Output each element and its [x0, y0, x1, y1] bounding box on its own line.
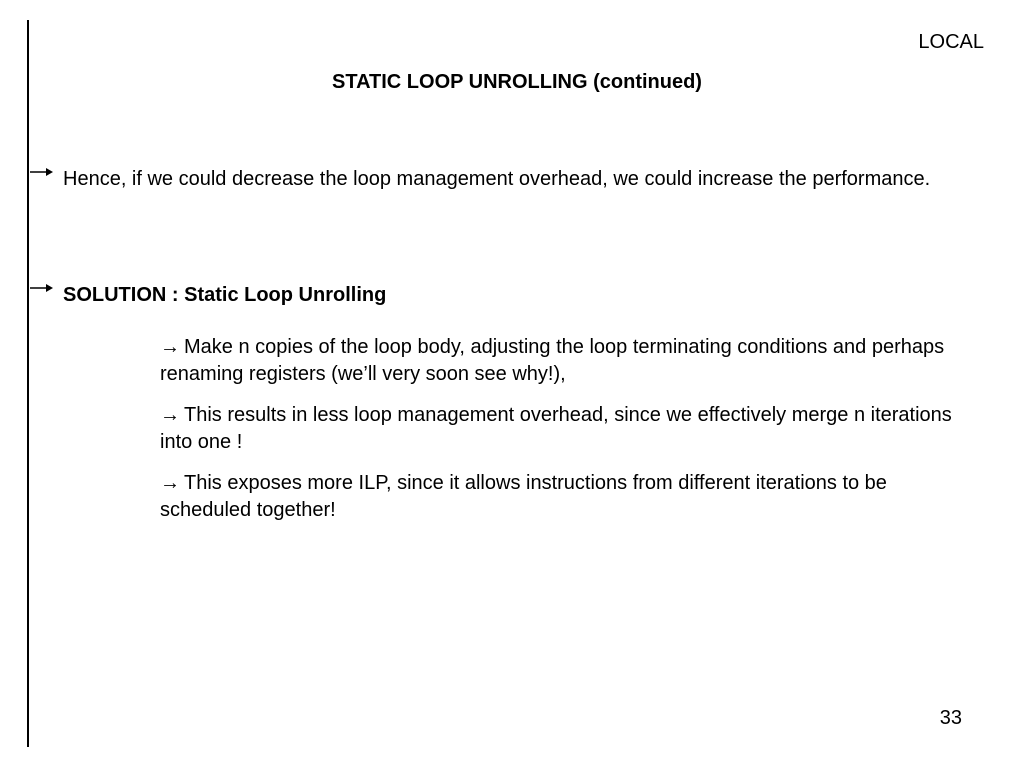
sub-point-3 — [160, 470, 960, 524]
arrow-right-icon: → — [160, 472, 180, 494]
sub-point-1 — [160, 334, 960, 388]
page-number: 33 — [939, 707, 962, 729]
left-vertical-rule — [27, 20, 29, 747]
arrow-right-icon — [30, 165, 54, 179]
sub-point-text: This exposes more ILP, since it allows instructions from different iterations to be scheduled together! — [160, 472, 887, 521]
sub-point-2 — [160, 402, 960, 456]
sub-point-text: This results in less loop management overhead, since we effectively merge n iterations into one ! — [160, 404, 952, 453]
arrow-right-icon — [30, 281, 54, 295]
arrow-right-icon: → — [160, 336, 180, 358]
sub-point-list — [160, 334, 960, 538]
slide-title: STATIC LOOP UNROLLING (continued) — [332, 71, 702, 93]
bullet-text: Hence, if we could decrease the loop management overhead, we could increase the performance. — [63, 168, 931, 190]
corner-label: LOCAL — [918, 31, 984, 53]
sub-point-text: Make n copies of the loop body, adjusting the loop terminating conditions and perhaps renaming registers (we’ll very soon see why!), — [160, 336, 945, 385]
bullet-text: SOLUTION : Static Loop Unrolling — [63, 284, 387, 306]
arrow-right-icon: → — [160, 404, 180, 426]
